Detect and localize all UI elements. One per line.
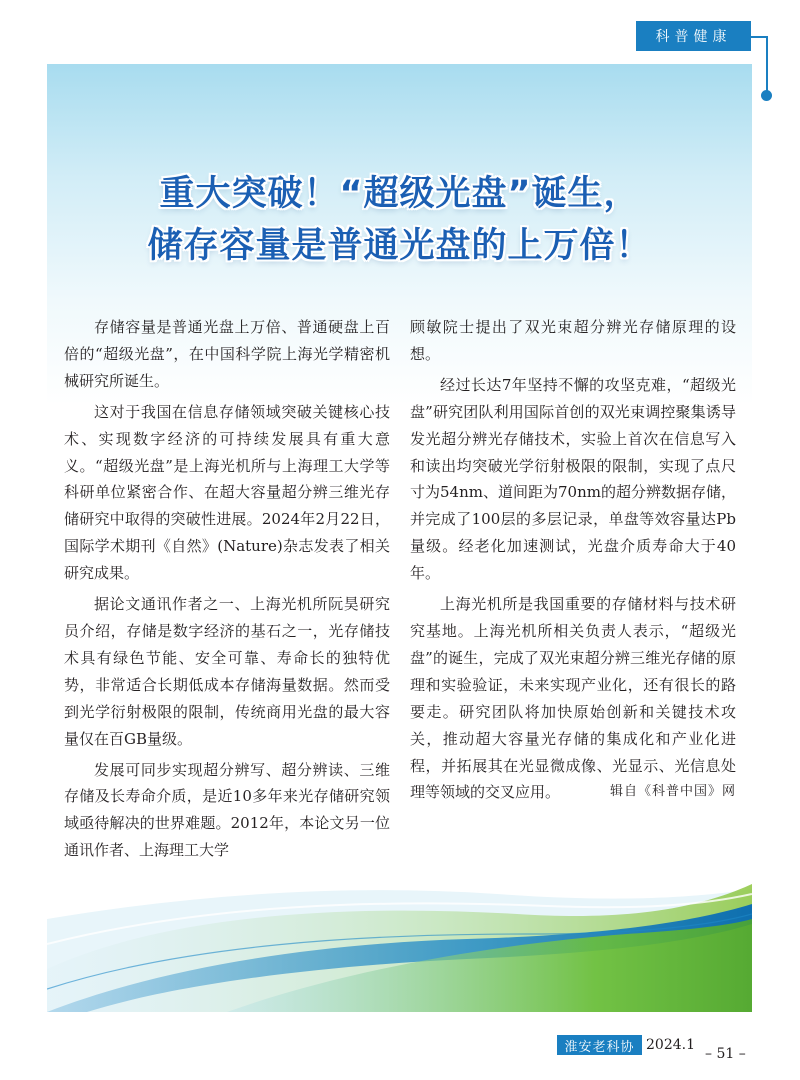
right-column [410, 314, 736, 810]
paragraph: 这对于我国在信息存储领域突破关键核心技术、实现数字经济的可持续发展具有重大意义。“超级光盘”是上海光机所与上海理工大学等科研单位紧密合作、在超大容量超分辨三维光存储研究中取得的突破性进展。2024年2月22日，国际学术期刊《自然》(Nature)杂志发表了相关研究成果。 [64, 402, 390, 583]
paragraph: 经过长达7年坚持不懈的攻坚克难，“超级光盘”研究团队利用国际首创的双光束调控聚集诱导发光超分辨光存储技术，实验上首次在信息写入和读出均突破光学衍射极限的限制，实现了点尺寸为54nm、道间距为70nm的超分辨数据存储，并完成了100层的多层记录，单盘等效容量达Pb量级。经老化加速测试，光盘介质寿命大于40年。 [410, 375, 736, 583]
paragraph: 顾敏院士提出了双光束超分辨光存储原理的设想。 [410, 318, 736, 363]
paragraph: 据论文通讯作者之一、上海光机所阮昊研究员介绍，存储是数字经济的基石之一，光存储技术具有绿色节能、安全可靠、寿命长的独特优势，非常适合长期低成本存储海量数据。然而受到光学衍射极限的限制，传统商用光盘的最大容量仅在百GB量级。 [64, 595, 390, 748]
section-tag: 科普健康 [636, 21, 751, 51]
paragraph-text: 上海光机所是我国重要的存储材料与技术研究基地。上海光机所相关负责人表示，“超级光盘”的诞生，完成了双光束超分辨三维光存储的原理和实验验证，未来实现产业化，还有很长的路要走。研究团队将加快原始创新和关键技术攻关，推动超大容量光存储的集成化和产业化进程，并拓展其在光显微成像、光显示、光信息处理等领域的交叉应用。 [410, 595, 736, 802]
left-column [64, 314, 390, 868]
title-line-2: 储存容量是普通光盘的上万倍！ [147, 226, 652, 266]
tag-vertical-line [766, 36, 768, 94]
tag-connector-line [751, 36, 767, 38]
source-credit: 辑自《科普中国》网 [609, 784, 736, 800]
paragraph [410, 591, 736, 806]
tag-dot [761, 90, 772, 101]
publication-name: 淮安老科协 [557, 1035, 642, 1055]
paragraph: 发展可同步实现超分辨写、超分辨读、三维存储及长寿命介质，是近10多年来光存储研究领域亟待解决的世界难题。2012年，本论文另一位通讯作者、上海理工大学 [64, 760, 390, 860]
article-title [47, 168, 752, 272]
page-number: – 51 – [705, 1046, 746, 1062]
issue-number: 2024.1 [646, 1037, 695, 1053]
article-panel [47, 64, 752, 1012]
title-line-1: 重大突破！“超级光盘”诞生， [159, 174, 640, 214]
paragraph: 存储容量是普通光盘上万倍、普通硬盘上百倍的“超级光盘”，在中国科学院上海光学精密机械研究所诞生。 [64, 318, 390, 390]
